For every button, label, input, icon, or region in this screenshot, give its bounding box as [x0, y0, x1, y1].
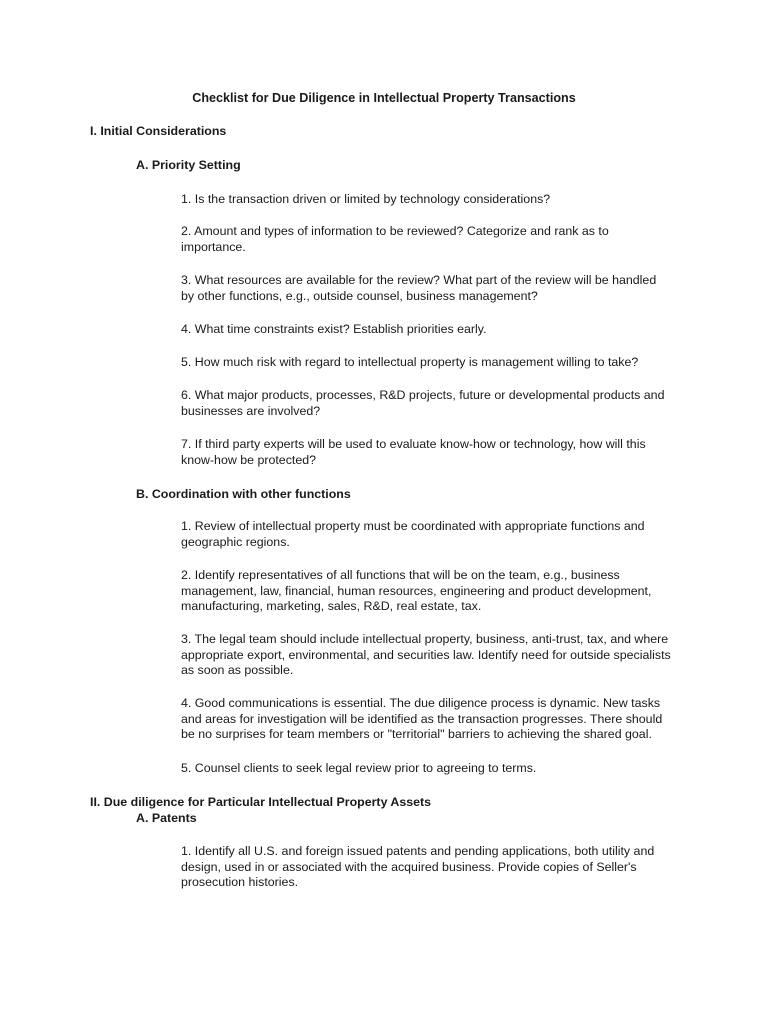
section-heading-particular-ip-assets: II. Due diligence for Particular Intellectual Property Assets — [90, 795, 432, 809]
subsection-heading-patents: A. Patents — [136, 811, 197, 825]
priority-item-5: 5. How much risk with regard to intellectual property is management willing to take? — [181, 355, 639, 369]
document-title: Checklist for Due Diligence in Intellectual Property Transactions — [192, 91, 576, 105]
priority-item-4: 4. What time constraints exist? Establish priorities early. — [181, 322, 487, 336]
subsection-heading-coordination: B. Coordination with other functions — [136, 487, 351, 501]
priority-item-1: 1. Is the transaction driven or limited by technology considerations? — [181, 192, 551, 206]
coordination-item-4: 4. Good communications is essential. The due diligence process is dynamic. New tasks and areas for investigation will be identified as the transaction progresses. There should be no surprises for team members or "territorial" barriers to achieving the shared goal. — [181, 696, 663, 742]
section-heading-initial-considerations: I. Initial Considerations — [90, 124, 227, 138]
priority-item-2: 2. Amount and types of information to be reviewed? Categorize and rank as to importance. — [181, 224, 609, 254]
patents-item-1: 1. Identify all U.S. and foreign issued patents and pending applications, both utility and design, used in or associated with the acquired business. Provide copies of Seller's prosecution histories. — [181, 844, 655, 890]
priority-item-3: 3. What resources are available for the review? What part of the review will be handled by other functions, e.g., outside counsel, business management? — [181, 273, 657, 303]
coordination-item-2: 2. Identify representatives of all functions that will be on the team, e.g., business management, law, financial, human resources, engineering and product development, manufacturing, marketing, sales, R&D, real estate, tax. — [181, 568, 652, 614]
priority-item-6: 6. What major products, processes, R&D projects, future or developmental products and businesses are involved? — [181, 388, 665, 418]
coordination-item-5: 5. Counsel clients to seek legal review prior to agreeing to terms. — [181, 761, 537, 775]
coordination-item-3: 3. The legal team should include intellectual property, business, anti-trust, tax, and where appropriate export, environmental, and securities law. Identify need for outside specialists as soon as possible. — [181, 632, 671, 678]
priority-item-7: 7. If third party experts will be used to evaluate know-how or technology, how will this know-how be protected? — [181, 437, 646, 467]
coordination-item-1: 1. Review of intellectual property must be coordinated with appropriate functions and geographic regions. — [181, 519, 645, 549]
subsection-heading-priority-setting: A. Priority Setting — [136, 158, 241, 172]
